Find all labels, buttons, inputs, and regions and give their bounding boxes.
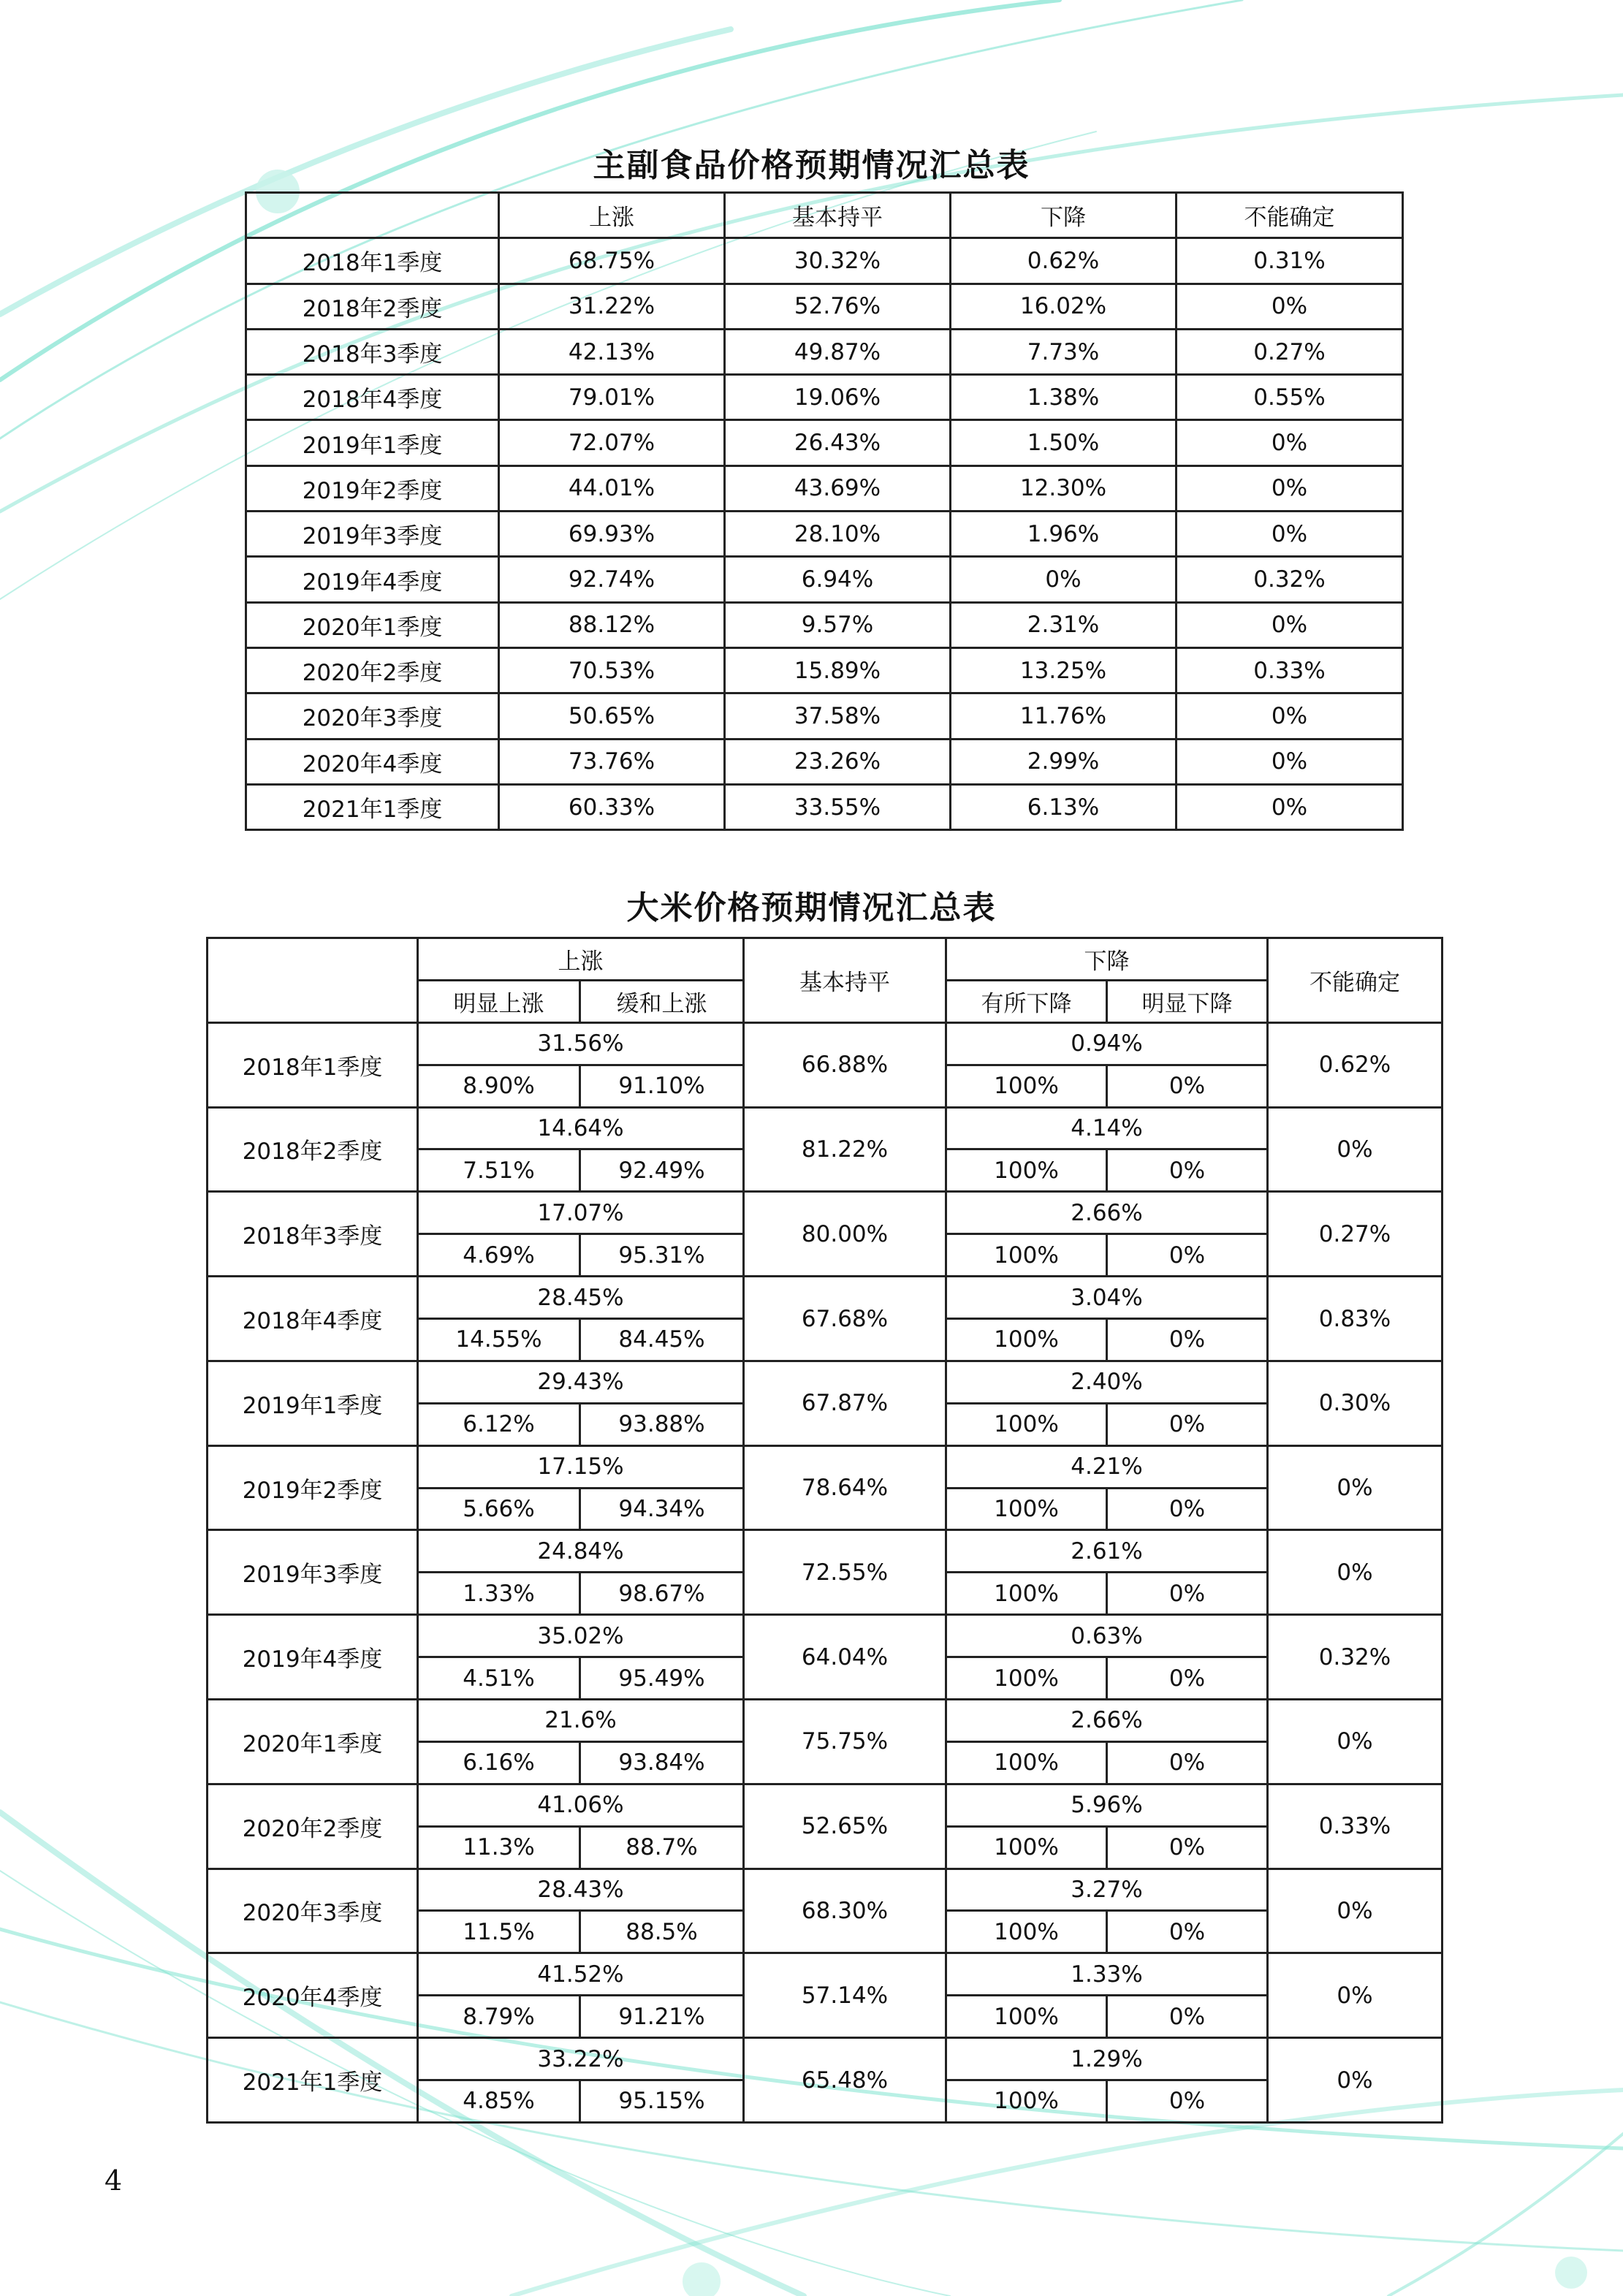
fall-total-cell: 0.63% <box>946 1615 1268 1657</box>
period-cell: 2020年2季度 <box>208 1784 418 1869</box>
period-cell: 2018年3季度 <box>246 329 499 374</box>
uncertain-cell: 0.83% <box>1268 1277 1443 1361</box>
fall-cell: 6.13% <box>951 784 1177 829</box>
rise-mild-cell: 84.45% <box>580 1319 744 1361</box>
fall-some-cell: 100% <box>946 1488 1107 1530</box>
table-row <box>208 1192 1443 1234</box>
table-row <box>246 739 1403 784</box>
rise-total-cell: 28.45% <box>418 1277 744 1319</box>
flat-cell: 6.94% <box>725 557 951 602</box>
fall-obvious-cell: 0% <box>1107 1403 1268 1445</box>
table2-title: 大米价格预期情况汇总表 <box>626 889 997 927</box>
uncertain-cell: 0% <box>1177 512 1403 557</box>
header-rise: 上涨 <box>499 193 725 238</box>
uncertain-cell: 0.55% <box>1177 375 1403 420</box>
rise-mild-cell: 91.10% <box>580 1065 744 1107</box>
flat-cell: 81.22% <box>744 1107 946 1192</box>
table-row <box>246 238 1403 284</box>
fall-cell: 2.99% <box>951 739 1177 784</box>
period-cell: 2018年4季度 <box>246 375 499 420</box>
period-cell: 2019年1季度 <box>246 420 499 465</box>
rise-mild-cell: 95.49% <box>580 1657 744 1700</box>
fall-some-cell: 100% <box>946 1657 1107 1700</box>
flat-cell: 72.55% <box>744 1530 946 1615</box>
rise-obvious-cell: 11.3% <box>418 1826 580 1869</box>
fall-total-cell: 2.61% <box>946 1530 1268 1573</box>
header-fall-obvious: 明显下降 <box>1107 980 1268 1022</box>
rise-obvious-cell: 4.69% <box>418 1234 580 1277</box>
period-cell: 2019年4季度 <box>246 557 499 602</box>
rise-obvious-cell: 6.16% <box>418 1741 580 1784</box>
fall-total-cell: 2.66% <box>946 1700 1268 1742</box>
rise-cell: 88.12% <box>499 602 725 647</box>
header-rise: 上涨 <box>418 938 744 981</box>
fall-obvious-cell: 0% <box>1107 1149 1268 1192</box>
rise-mild-cell: 88.5% <box>580 1911 744 1953</box>
period-cell: 2018年1季度 <box>246 238 499 284</box>
flat-cell: 15.89% <box>725 647 951 693</box>
uncertain-cell: 0.33% <box>1268 1784 1443 1869</box>
uncertain-cell: 0.32% <box>1177 557 1403 602</box>
rise-mild-cell: 93.84% <box>580 1741 744 1784</box>
fall-obvious-cell: 0% <box>1107 1996 1268 2038</box>
fall-some-cell: 100% <box>946 1149 1107 1192</box>
uncertain-cell: 0% <box>1177 420 1403 465</box>
header-rise-obvious: 明显上涨 <box>418 980 580 1022</box>
flat-cell: 67.68% <box>744 1277 946 1361</box>
fall-obvious-cell: 0% <box>1107 1319 1268 1361</box>
flat-cell: 52.65% <box>744 1784 946 1869</box>
fall-cell: 2.31% <box>951 602 1177 647</box>
fall-obvious-cell: 0% <box>1107 1657 1268 1700</box>
fall-cell: 11.76% <box>951 693 1177 739</box>
fall-total-cell: 2.40% <box>946 1361 1268 1403</box>
table-row <box>208 1869 1443 1911</box>
fall-obvious-cell: 0% <box>1107 1065 1268 1107</box>
table-row <box>208 1022 1443 1065</box>
fall-some-cell: 100% <box>946 1234 1107 1277</box>
fall-total-cell: 5.96% <box>946 1784 1268 1826</box>
table-row <box>246 647 1403 693</box>
flat-cell: 30.32% <box>725 238 951 284</box>
rise-obvious-cell: 14.55% <box>418 1319 580 1361</box>
table-row <box>246 329 1403 374</box>
fall-total-cell: 2.66% <box>946 1192 1268 1234</box>
fall-obvious-cell: 0% <box>1107 1911 1268 1953</box>
period-cell: 2019年3季度 <box>208 1530 418 1615</box>
fall-total-cell: 4.14% <box>946 1107 1268 1149</box>
table-row <box>246 512 1403 557</box>
fall-some-cell: 100% <box>946 1573 1107 1615</box>
uncertain-cell: 0.27% <box>1268 1192 1443 1277</box>
uncertain-cell: 0% <box>1177 602 1403 647</box>
flat-cell: 19.06% <box>725 375 951 420</box>
rise-cell: 68.75% <box>499 238 725 284</box>
period-cell: 2021年1季度 <box>246 784 499 829</box>
uncertain-cell: 0% <box>1268 1869 1443 1953</box>
rise-obvious-cell: 8.79% <box>418 1996 580 2038</box>
header-flat: 基本持平 <box>725 193 951 238</box>
fall-some-cell: 100% <box>946 1403 1107 1445</box>
rise-cell: 42.13% <box>499 329 725 374</box>
fall-total-cell: 1.29% <box>946 2038 1268 2080</box>
fall-cell: 1.96% <box>951 512 1177 557</box>
period-cell: 2018年4季度 <box>208 1277 418 1361</box>
period-cell: 2018年2季度 <box>208 1107 418 1192</box>
fall-obvious-cell: 0% <box>1107 1573 1268 1615</box>
food-price-table <box>245 191 1404 831</box>
period-cell: 2021年1季度 <box>208 2038 418 2123</box>
flat-cell: 43.69% <box>725 465 951 511</box>
table-row <box>246 693 1403 739</box>
period-cell: 2020年1季度 <box>208 1700 418 1784</box>
fall-total-cell: 0.94% <box>946 1022 1268 1065</box>
rise-obvious-cell: 4.51% <box>418 1657 580 1700</box>
table-row <box>246 602 1403 647</box>
uncertain-cell: 0.32% <box>1268 1615 1443 1700</box>
uncertain-cell: 0% <box>1268 1953 1443 2038</box>
rise-obvious-cell: 6.12% <box>418 1403 580 1445</box>
rise-cell: 92.74% <box>499 557 725 602</box>
table-header-row <box>208 938 1443 981</box>
table-row <box>208 1530 1443 1573</box>
period-cell: 2020年2季度 <box>246 647 499 693</box>
rise-total-cell: 21.6% <box>418 1700 744 1742</box>
rise-mild-cell: 95.31% <box>580 1234 744 1277</box>
fall-some-cell: 100% <box>946 1319 1107 1361</box>
rise-obvious-cell: 7.51% <box>418 1149 580 1192</box>
rise-total-cell: 17.15% <box>418 1445 744 1488</box>
rise-cell: 50.65% <box>499 693 725 739</box>
flat-cell: 65.48% <box>744 2038 946 2123</box>
fall-total-cell: 4.21% <box>946 1445 1268 1488</box>
uncertain-cell: 0% <box>1268 1445 1443 1530</box>
rise-cell: 60.33% <box>499 784 725 829</box>
flat-cell: 23.26% <box>725 739 951 784</box>
header-fall: 下降 <box>951 193 1177 238</box>
page-number: 4 <box>104 2164 123 2197</box>
rise-cell: 69.93% <box>499 512 725 557</box>
table-row <box>208 1445 1443 1488</box>
header-uncertain: 不能确定 <box>1177 193 1403 238</box>
rise-total-cell: 29.43% <box>418 1361 744 1403</box>
uncertain-cell: 0% <box>1177 693 1403 739</box>
period-cell: 2019年1季度 <box>208 1361 418 1445</box>
rise-mild-cell: 93.88% <box>580 1403 744 1445</box>
uncertain-cell: 0% <box>1177 784 1403 829</box>
header-period <box>246 193 499 238</box>
flat-cell: 68.30% <box>744 1869 946 1953</box>
fall-some-cell: 100% <box>946 2080 1107 2123</box>
rise-mild-cell: 95.15% <box>580 2080 744 2123</box>
uncertain-cell: 0% <box>1268 2038 1443 2123</box>
period-cell: 2020年4季度 <box>246 739 499 784</box>
rice-price-table <box>206 937 1443 2124</box>
rise-total-cell: 17.07% <box>418 1192 744 1234</box>
header-period <box>208 938 418 1023</box>
table-row <box>208 1700 1443 1742</box>
rise-cell: 73.76% <box>499 739 725 784</box>
rise-mild-cell: 92.49% <box>580 1149 744 1192</box>
table-row <box>246 284 1403 329</box>
table-row <box>246 557 1403 602</box>
header-rise-mild: 缓和上涨 <box>580 980 744 1022</box>
fall-obvious-cell: 0% <box>1107 1741 1268 1784</box>
table-row <box>208 1277 1443 1319</box>
uncertain-cell: 0% <box>1268 1530 1443 1615</box>
rise-total-cell: 41.06% <box>418 1784 744 1826</box>
uncertain-cell: 0.33% <box>1177 647 1403 693</box>
fall-total-cell: 1.33% <box>946 1953 1268 1996</box>
fall-some-cell: 100% <box>946 1826 1107 1869</box>
fall-cell: 0% <box>951 557 1177 602</box>
period-cell: 2019年2季度 <box>246 465 499 511</box>
fall-cell: 16.02% <box>951 284 1177 329</box>
flat-cell: 57.14% <box>744 1953 946 2038</box>
period-cell: 2020年3季度 <box>208 1869 418 1953</box>
rise-mild-cell: 94.34% <box>580 1488 744 1530</box>
table-row <box>208 1361 1443 1403</box>
flat-cell: 9.57% <box>725 602 951 647</box>
period-cell: 2018年1季度 <box>208 1022 418 1107</box>
rise-obvious-cell: 4.85% <box>418 2080 580 2123</box>
fall-cell: 13.25% <box>951 647 1177 693</box>
flat-cell: 49.87% <box>725 329 951 374</box>
period-cell: 2020年3季度 <box>246 693 499 739</box>
table-row <box>208 2038 1443 2080</box>
uncertain-cell: 0.30% <box>1268 1361 1443 1445</box>
fall-total-cell: 3.04% <box>946 1277 1268 1319</box>
flat-cell: 52.76% <box>725 284 951 329</box>
flat-cell: 26.43% <box>725 420 951 465</box>
rise-mild-cell: 88.7% <box>580 1826 744 1869</box>
fall-some-cell: 100% <box>946 1741 1107 1784</box>
fall-cell: 1.50% <box>951 420 1177 465</box>
period-cell: 2018年2季度 <box>246 284 499 329</box>
rise-total-cell: 31.56% <box>418 1022 744 1065</box>
fall-obvious-cell: 0% <box>1107 1826 1268 1869</box>
fall-cell: 12.30% <box>951 465 1177 511</box>
rise-total-cell: 28.43% <box>418 1869 744 1911</box>
fall-obvious-cell: 0% <box>1107 1234 1268 1277</box>
rise-cell: 44.01% <box>499 465 725 511</box>
header-fall-some: 有所下降 <box>946 980 1107 1022</box>
uncertain-cell: 0% <box>1268 1107 1443 1192</box>
rise-cell: 79.01% <box>499 375 725 420</box>
flat-cell: 78.64% <box>744 1445 946 1530</box>
uncertain-cell: 0% <box>1177 284 1403 329</box>
period-cell: 2018年3季度 <box>208 1192 418 1277</box>
rise-total-cell: 14.64% <box>418 1107 744 1149</box>
rise-obvious-cell: 1.33% <box>418 1573 580 1615</box>
uncertain-cell: 0% <box>1177 465 1403 511</box>
table-row <box>246 375 1403 420</box>
rise-obvious-cell: 8.90% <box>418 1065 580 1107</box>
flat-cell: 28.10% <box>725 512 951 557</box>
rise-cell: 31.22% <box>499 284 725 329</box>
fall-total-cell: 3.27% <box>946 1869 1268 1911</box>
flat-cell: 75.75% <box>744 1700 946 1784</box>
period-cell: 2020年1季度 <box>246 602 499 647</box>
flat-cell: 66.88% <box>744 1022 946 1107</box>
table-row <box>208 1953 1443 1996</box>
rise-obvious-cell: 5.66% <box>418 1488 580 1530</box>
flat-cell: 33.55% <box>725 784 951 829</box>
fall-cell: 7.73% <box>951 329 1177 374</box>
flat-cell: 64.04% <box>744 1615 946 1700</box>
rise-mild-cell: 98.67% <box>580 1573 744 1615</box>
table-row <box>246 420 1403 465</box>
rise-total-cell: 33.22% <box>418 2038 744 2080</box>
fall-some-cell: 100% <box>946 1996 1107 2038</box>
table-row <box>246 784 1403 829</box>
flat-cell: 67.87% <box>744 1361 946 1445</box>
fall-obvious-cell: 0% <box>1107 1488 1268 1530</box>
period-cell: 2019年4季度 <box>208 1615 418 1700</box>
uncertain-cell: 0.62% <box>1268 1022 1443 1107</box>
uncertain-cell: 0% <box>1268 1700 1443 1784</box>
table-header-row <box>246 193 1403 238</box>
fall-some-cell: 100% <box>946 1065 1107 1107</box>
rise-mild-cell: 91.21% <box>580 1996 744 2038</box>
table1-title: 主副食品价格预期情况汇总表 <box>593 147 1030 184</box>
fall-obvious-cell: 0% <box>1107 2080 1268 2123</box>
fall-cell: 0.62% <box>951 238 1177 284</box>
header-fall: 下降 <box>946 938 1268 981</box>
uncertain-cell: 0% <box>1177 739 1403 784</box>
fall-cell: 1.38% <box>951 375 1177 420</box>
rise-total-cell: 35.02% <box>418 1615 744 1657</box>
header-flat: 基本持平 <box>744 938 946 1023</box>
period-cell: 2020年4季度 <box>208 1953 418 2038</box>
table-row <box>208 1107 1443 1149</box>
table-row <box>208 1784 1443 1826</box>
flat-cell: 37.58% <box>725 693 951 739</box>
table-row <box>208 1615 1443 1657</box>
flat-cell: 80.00% <box>744 1192 946 1277</box>
uncertain-cell: 0.31% <box>1177 238 1403 284</box>
rise-obvious-cell: 11.5% <box>418 1911 580 1953</box>
fall-some-cell: 100% <box>946 1911 1107 1953</box>
table-row <box>246 465 1403 511</box>
rise-cell: 72.07% <box>499 420 725 465</box>
rise-total-cell: 41.52% <box>418 1953 744 1996</box>
rise-total-cell: 24.84% <box>418 1530 744 1573</box>
rise-cell: 70.53% <box>499 647 725 693</box>
period-cell: 2019年2季度 <box>208 1445 418 1530</box>
period-cell: 2019年3季度 <box>246 512 499 557</box>
uncertain-cell: 0.27% <box>1177 329 1403 374</box>
header-uncertain: 不能确定 <box>1268 938 1443 1023</box>
